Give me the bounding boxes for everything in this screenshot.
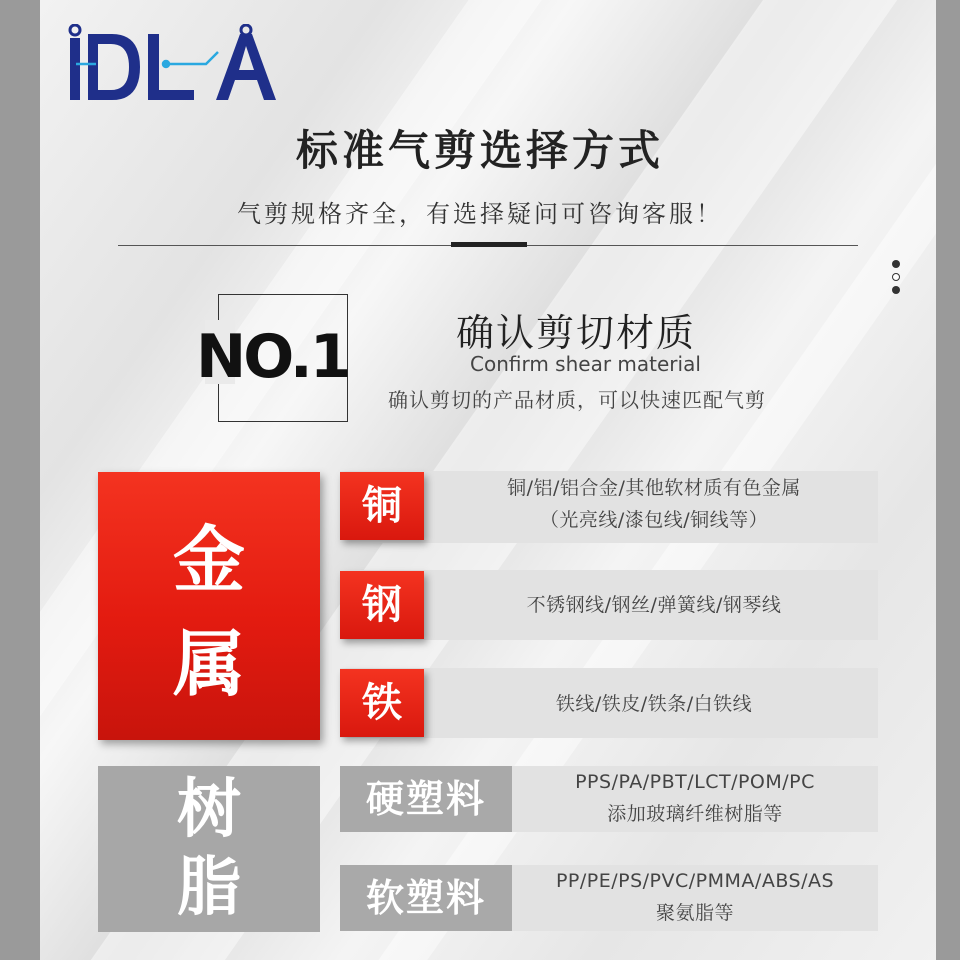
description-line: （光亮线/漆包线/铜线等） [539,509,769,531]
brand-logo [68,24,278,104]
description-line: 不锈钢线/钢丝/弹簧线/钢琴线 [526,594,782,616]
description-line: PP/PE/PS/PVC/PMMA/ABS/AS [555,870,835,892]
step-description: 确认剪切的产品材质，可以快速匹配气剪 [388,388,766,412]
material-tag: 铜 [340,472,424,540]
category-char: 属 [172,622,245,706]
category-char: 树 [177,773,241,847]
description-line: PPS/PA/PBT/LCT/POM/PC [575,771,815,793]
carousel-dot[interactable] [892,260,900,268]
material-description [512,766,878,830]
description-line: 铜/铝/铝合金/其他软材质有色金属 [507,477,801,499]
category-char: 脂 [177,851,241,925]
description-line: 铁线/铁皮/铁条/白铁线 [555,693,753,715]
material-description [440,472,868,536]
category-resin [98,766,320,932]
material-tag: 硬塑料 [340,766,512,832]
divider-accent [451,242,527,247]
description-line: 添加玻璃纤维树脂等 [607,803,783,825]
category-metal [98,472,320,740]
carousel-dot[interactable] [892,286,900,294]
material-tag: 铁 [340,669,424,737]
material-tag: 钢 [340,571,424,639]
material-tag: 软塑料 [340,865,512,931]
page-title: 标准气剪选择方式 [295,126,664,175]
material-description [440,589,868,621]
page-subtitle: 气剪规格齐全，有选择疑问可咨询客服！ [237,200,723,228]
step-title: 确认剪切材质 [456,311,697,355]
step-number: NO.1 [196,322,349,392]
description-line: 聚氨脂等 [655,902,734,924]
material-description [440,688,868,720]
step-title-english: Confirm shear material [470,352,701,376]
category-char: 金 [172,518,245,602]
carousel-dot-active[interactable] [892,273,900,281]
material-description [512,865,878,929]
